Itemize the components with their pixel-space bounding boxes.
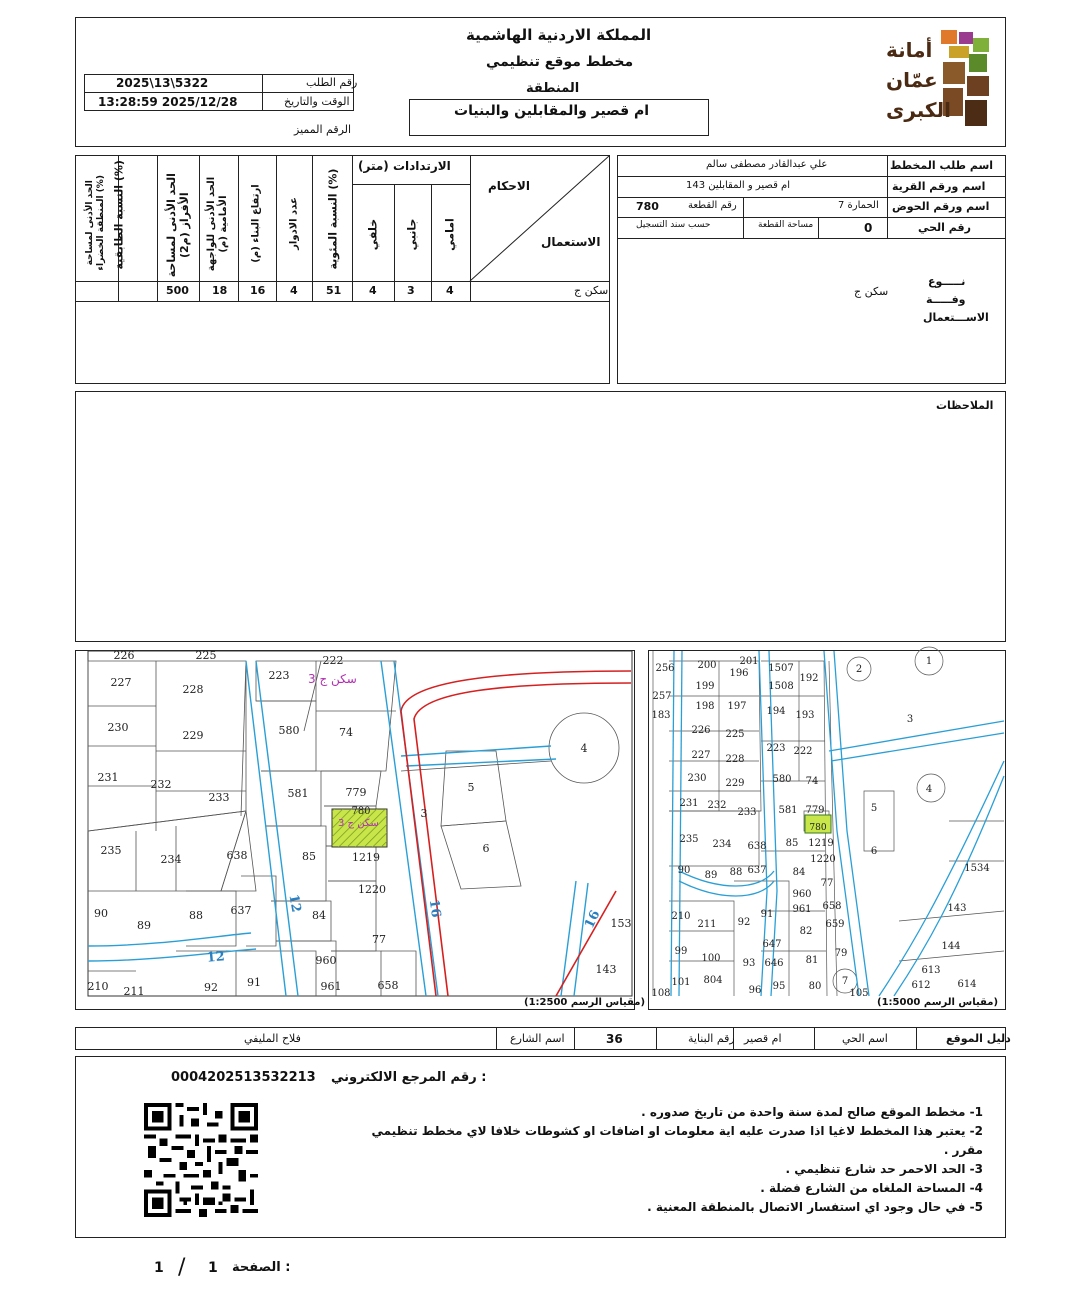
svg-text:225: 225 xyxy=(195,649,217,662)
col-front: امامي xyxy=(443,218,457,251)
svg-text:153: 153 xyxy=(610,917,632,930)
request-no-value: 2025\13\5322 xyxy=(116,76,209,90)
svg-text:74: 74 xyxy=(805,776,819,787)
left-zone-label: سكن ج 3 xyxy=(308,672,357,686)
svg-text:88: 88 xyxy=(729,867,743,878)
svg-text:89: 89 xyxy=(704,870,718,881)
svg-text:105: 105 xyxy=(849,988,869,999)
svg-text:192: 192 xyxy=(799,673,819,684)
plot-label: رقم القطعة xyxy=(688,200,737,211)
col-side: جانبي xyxy=(405,218,419,251)
setbacks-label: الارتدادات (متر) xyxy=(358,159,451,173)
svg-text:804: 804 xyxy=(703,975,723,986)
svg-text:80: 80 xyxy=(808,981,822,992)
svg-text:1508: 1508 xyxy=(768,681,794,692)
svg-text:200: 200 xyxy=(697,660,717,671)
svg-text:235: 235 xyxy=(679,834,699,845)
svg-text:659: 659 xyxy=(825,919,845,930)
svg-text:234: 234 xyxy=(160,853,182,866)
svg-text:233: 233 xyxy=(208,791,230,804)
amman-logo xyxy=(881,28,996,133)
applicant-label: اسم طلب المخطط xyxy=(890,159,994,172)
svg-text:231: 231 xyxy=(97,771,119,784)
svg-text:101: 101 xyxy=(671,977,691,988)
svg-text:210: 210 xyxy=(87,980,109,993)
val-side: 3 xyxy=(407,284,415,297)
footer-note-2: 2- يعتبر هذا المخطط لاغيا اذا صدرت عليه اية معلومات او اضافات او كشوطات خلافا لاي مخطط تنظيمي مقرر . xyxy=(371,1124,983,1157)
svg-text:231: 231 xyxy=(679,798,699,809)
svg-text:2: 2 xyxy=(855,664,863,675)
area-label: مساحة القطعة xyxy=(758,220,814,230)
page-sep: / xyxy=(178,1255,186,1280)
svg-text:96: 96 xyxy=(748,985,762,996)
svg-text:222: 222 xyxy=(793,746,813,757)
val-front: 4 xyxy=(446,284,454,297)
svg-text:226: 226 xyxy=(113,649,135,662)
svg-text:638: 638 xyxy=(747,841,767,852)
svg-text:228: 228 xyxy=(725,754,745,765)
svg-text:229: 229 xyxy=(182,729,204,742)
logo-text-3: الكبرى xyxy=(886,98,951,122)
svg-text:256: 256 xyxy=(655,663,675,674)
svg-text:1220: 1220 xyxy=(810,854,836,865)
svg-text:99: 99 xyxy=(674,946,688,957)
svg-text:637: 637 xyxy=(747,865,767,876)
map-overview xyxy=(648,650,1006,1010)
svg-text:3: 3 xyxy=(906,714,914,725)
svg-text:92: 92 xyxy=(737,917,751,928)
svg-text:232: 232 xyxy=(707,800,727,811)
district-name-label: اسم الحي xyxy=(842,1032,888,1045)
svg-text:658: 658 xyxy=(822,901,842,912)
map-detail xyxy=(75,649,646,1010)
use-label-2: وفـــــة xyxy=(926,293,966,306)
svg-text:235: 235 xyxy=(100,844,122,857)
use-value: سكن ج xyxy=(854,285,889,298)
svg-text:199: 199 xyxy=(695,681,715,692)
svg-text:84: 84 xyxy=(792,867,806,878)
svg-text:90: 90 xyxy=(677,865,691,876)
footer-note-5: 5- في حال وجود اي استفسار الاتصال بالمنطقة المعنية . xyxy=(647,1200,983,1214)
svg-text:960: 960 xyxy=(792,889,812,900)
svg-text:77: 77 xyxy=(372,933,386,946)
parcel-info xyxy=(617,155,1006,384)
svg-text:81: 81 xyxy=(805,955,819,966)
district-value: 0 xyxy=(864,221,873,235)
rules-table xyxy=(75,155,610,384)
svg-text:1534: 1534 xyxy=(964,863,990,874)
svg-text:613: 613 xyxy=(921,965,941,976)
val-building-height: 16 xyxy=(250,284,266,297)
svg-text:960: 960 xyxy=(315,954,337,967)
plot-value: 780 xyxy=(636,200,659,213)
svg-text:143: 143 xyxy=(595,963,617,976)
svg-text:223: 223 xyxy=(766,743,786,754)
svg-text:230: 230 xyxy=(107,721,129,734)
col-floors: عدد الادوار xyxy=(288,197,300,250)
svg-text:211: 211 xyxy=(123,985,145,998)
svg-text:228: 228 xyxy=(182,683,204,696)
street-label: اسم الشارع xyxy=(510,1032,565,1045)
svg-text:581: 581 xyxy=(287,787,309,800)
footer-notes xyxy=(343,1103,983,1217)
district-label: رقم الحي xyxy=(918,221,971,234)
svg-text:230: 230 xyxy=(687,773,707,784)
svg-text:6: 6 xyxy=(870,846,878,857)
basin-value: 7 الحمارة xyxy=(838,200,879,211)
val-floors: 4 xyxy=(290,284,298,297)
request-no-label: رقم الطلب xyxy=(306,76,358,89)
svg-text:193: 193 xyxy=(795,710,815,721)
usage-label: الاستعمال xyxy=(541,235,601,249)
svg-text:16: 16 xyxy=(425,898,444,919)
svg-text:614: 614 xyxy=(957,979,977,990)
svg-text:194: 194 xyxy=(766,706,786,717)
left-plot-label: سكن ج 3 xyxy=(338,818,379,829)
svg-text:89: 89 xyxy=(137,919,151,932)
svg-text:780: 780 xyxy=(351,806,371,817)
svg-text:92: 92 xyxy=(204,981,218,994)
svg-text:234: 234 xyxy=(712,839,732,850)
qr-code xyxy=(144,1103,258,1217)
svg-text:144: 144 xyxy=(941,941,961,952)
svg-text:225: 225 xyxy=(725,729,745,740)
logo-text-1: أمانة xyxy=(886,38,933,62)
svg-text:210: 210 xyxy=(671,911,691,922)
svg-text:612: 612 xyxy=(911,980,931,991)
svg-text:95: 95 xyxy=(772,981,786,992)
datetime-value: 13:28:59 2025/12/28 xyxy=(98,95,238,109)
svg-text:1507: 1507 xyxy=(768,663,794,674)
page-label: الصفحة : xyxy=(232,1260,291,1275)
svg-text:779: 779 xyxy=(345,786,367,799)
page-current: 1 xyxy=(208,1260,218,1276)
svg-text:88: 88 xyxy=(189,909,203,922)
logo-text-2: عمّان xyxy=(886,68,938,92)
svg-text:646: 646 xyxy=(764,958,784,969)
scale-right: (مقياس الرسم 1:5000) xyxy=(877,997,999,1008)
svg-text:100: 100 xyxy=(701,953,721,964)
svg-text:85: 85 xyxy=(785,838,799,849)
notes-label: الملاحظات xyxy=(936,399,994,412)
page-total: 1 xyxy=(154,1260,164,1276)
svg-text:82: 82 xyxy=(799,926,813,937)
svg-text:961: 961 xyxy=(792,904,812,915)
use-label-1: نـــــوع xyxy=(928,275,966,288)
svg-text:232: 232 xyxy=(150,778,172,791)
svg-text:1219: 1219 xyxy=(808,838,834,849)
svg-text:197: 197 xyxy=(727,701,747,712)
col-min-parcel: الحد الأدنى لمساحة الأفراز (م2) xyxy=(164,173,191,278)
svg-text:226: 226 xyxy=(691,725,711,736)
ref-label: رقم المرجع الالكتروني : xyxy=(331,1070,487,1085)
doc-title: مخطط موقع تنظيمي xyxy=(486,54,634,70)
svg-text:84: 84 xyxy=(312,909,326,922)
svg-text:196: 196 xyxy=(729,668,749,679)
svg-text:229: 229 xyxy=(725,778,745,789)
area-value: حسب سند التسجيل xyxy=(636,220,711,230)
col-rear: خلفي xyxy=(366,218,380,251)
svg-text:638: 638 xyxy=(226,849,248,862)
footer-note-4: 4- المساحة الملغاه من الشارع فضلة . xyxy=(760,1181,983,1195)
val-min-frontage: 18 xyxy=(212,284,228,297)
svg-text:6: 6 xyxy=(482,842,490,855)
svg-text:5: 5 xyxy=(467,781,475,794)
svg-text:647: 647 xyxy=(762,939,782,950)
village-value: 143 ام قصير و المقابلين xyxy=(686,180,791,191)
guide-label: دليل الموقع xyxy=(946,1032,1011,1045)
svg-text:5: 5 xyxy=(870,803,878,814)
svg-text:91: 91 xyxy=(247,976,261,989)
svg-text:4: 4 xyxy=(580,742,588,755)
notes-box xyxy=(75,391,1006,642)
kingdom-title: المملكة الاردنية الهاشمية xyxy=(466,26,652,44)
region-label: المنطقة xyxy=(526,81,580,96)
svg-text:223: 223 xyxy=(268,669,290,682)
svg-text:227: 227 xyxy=(110,676,132,689)
svg-text:77: 77 xyxy=(820,878,834,889)
svg-text:74: 74 xyxy=(339,726,353,739)
svg-text:12: 12 xyxy=(285,893,304,914)
village-label: اسم ورقم القرية xyxy=(892,180,986,193)
val-percentage: 51 xyxy=(326,284,342,297)
svg-text:1219: 1219 xyxy=(352,851,380,864)
datetime-label: الوقت والتاريخ xyxy=(284,95,350,108)
svg-text:227: 227 xyxy=(691,750,711,761)
svg-text:91: 91 xyxy=(760,909,774,920)
header-box xyxy=(75,17,1006,147)
svg-text:3: 3 xyxy=(420,807,428,820)
svg-text:79: 79 xyxy=(834,948,848,959)
svg-text:4: 4 xyxy=(925,784,933,795)
svg-text:780: 780 xyxy=(809,823,827,833)
col-percentage: النسبة المئوية (%) xyxy=(326,168,340,270)
svg-text:581: 581 xyxy=(778,805,798,816)
svg-text:108: 108 xyxy=(651,988,671,999)
col-floor-ratio: النسبة الطابقية (%) xyxy=(112,160,126,270)
footer-note-1: 1- مخطط الموقع صالح لمدة سنة واحدة من تاريخ صدوره . xyxy=(641,1105,983,1119)
val-rear: 4 xyxy=(369,284,377,297)
footer-note-3: 3- الحد الاحمر حد شارع تنظيمي . xyxy=(785,1162,983,1176)
svg-text:90: 90 xyxy=(94,907,108,920)
svg-text:1: 1 xyxy=(925,656,933,667)
svg-text:222: 222 xyxy=(322,654,344,667)
svg-text:233: 233 xyxy=(737,807,757,818)
svg-text:198: 198 xyxy=(695,701,715,712)
svg-text:211: 211 xyxy=(697,919,717,930)
special-no-label: الرقم المميز xyxy=(294,123,352,136)
use-label-3: الاســـتعمال xyxy=(923,311,989,324)
val-min-parcel: 500 xyxy=(166,284,189,297)
svg-text:779: 779 xyxy=(805,805,825,816)
col-building-height: ارتفاع البناء (م) xyxy=(250,184,262,263)
district-name-value: ام قصير xyxy=(744,1032,782,1045)
col-min-frontage: الحد الأدنى للواجهة الأمامية (م) xyxy=(206,176,229,272)
building-no-label: رقم البناية xyxy=(688,1032,735,1045)
row-usage: سكن ج xyxy=(574,284,609,297)
region-value: ام قصير والمقابلين والبنيات xyxy=(454,103,650,119)
svg-text:580: 580 xyxy=(772,774,792,785)
svg-text:12: 12 xyxy=(206,949,226,966)
svg-text:143: 143 xyxy=(947,903,967,914)
ref-value: 0004202513532213 xyxy=(171,1070,316,1085)
scale-left: (مقياس الرسم 1:2500) xyxy=(524,997,646,1008)
svg-text:580: 580 xyxy=(278,724,300,737)
street-value: فلاح المليفي xyxy=(244,1032,301,1045)
address-guide xyxy=(75,1027,1011,1050)
basin-label: اسم ورقم الحوض xyxy=(892,200,990,213)
svg-text:1220: 1220 xyxy=(358,883,386,896)
svg-text:16: 16 xyxy=(582,908,604,931)
svg-text:7: 7 xyxy=(841,976,849,987)
svg-text:658: 658 xyxy=(377,979,399,992)
svg-text:201: 201 xyxy=(739,656,759,667)
applicant-value: علي عبدالقادر مصطفى سالم xyxy=(706,159,828,170)
svg-text:257: 257 xyxy=(652,691,672,702)
svg-text:637: 637 xyxy=(230,904,252,917)
svg-text:85: 85 xyxy=(302,850,316,863)
footer-box xyxy=(75,1056,1006,1238)
rules-label: الاحكام xyxy=(488,179,530,193)
svg-text:93: 93 xyxy=(742,958,756,969)
svg-text:961: 961 xyxy=(320,980,342,993)
svg-text:183: 183 xyxy=(651,710,671,721)
building-no-value: 36 xyxy=(606,1032,623,1046)
col-green-area: الحد الأدنى لمساحة المنطقة الخضراء (%) xyxy=(85,175,106,271)
